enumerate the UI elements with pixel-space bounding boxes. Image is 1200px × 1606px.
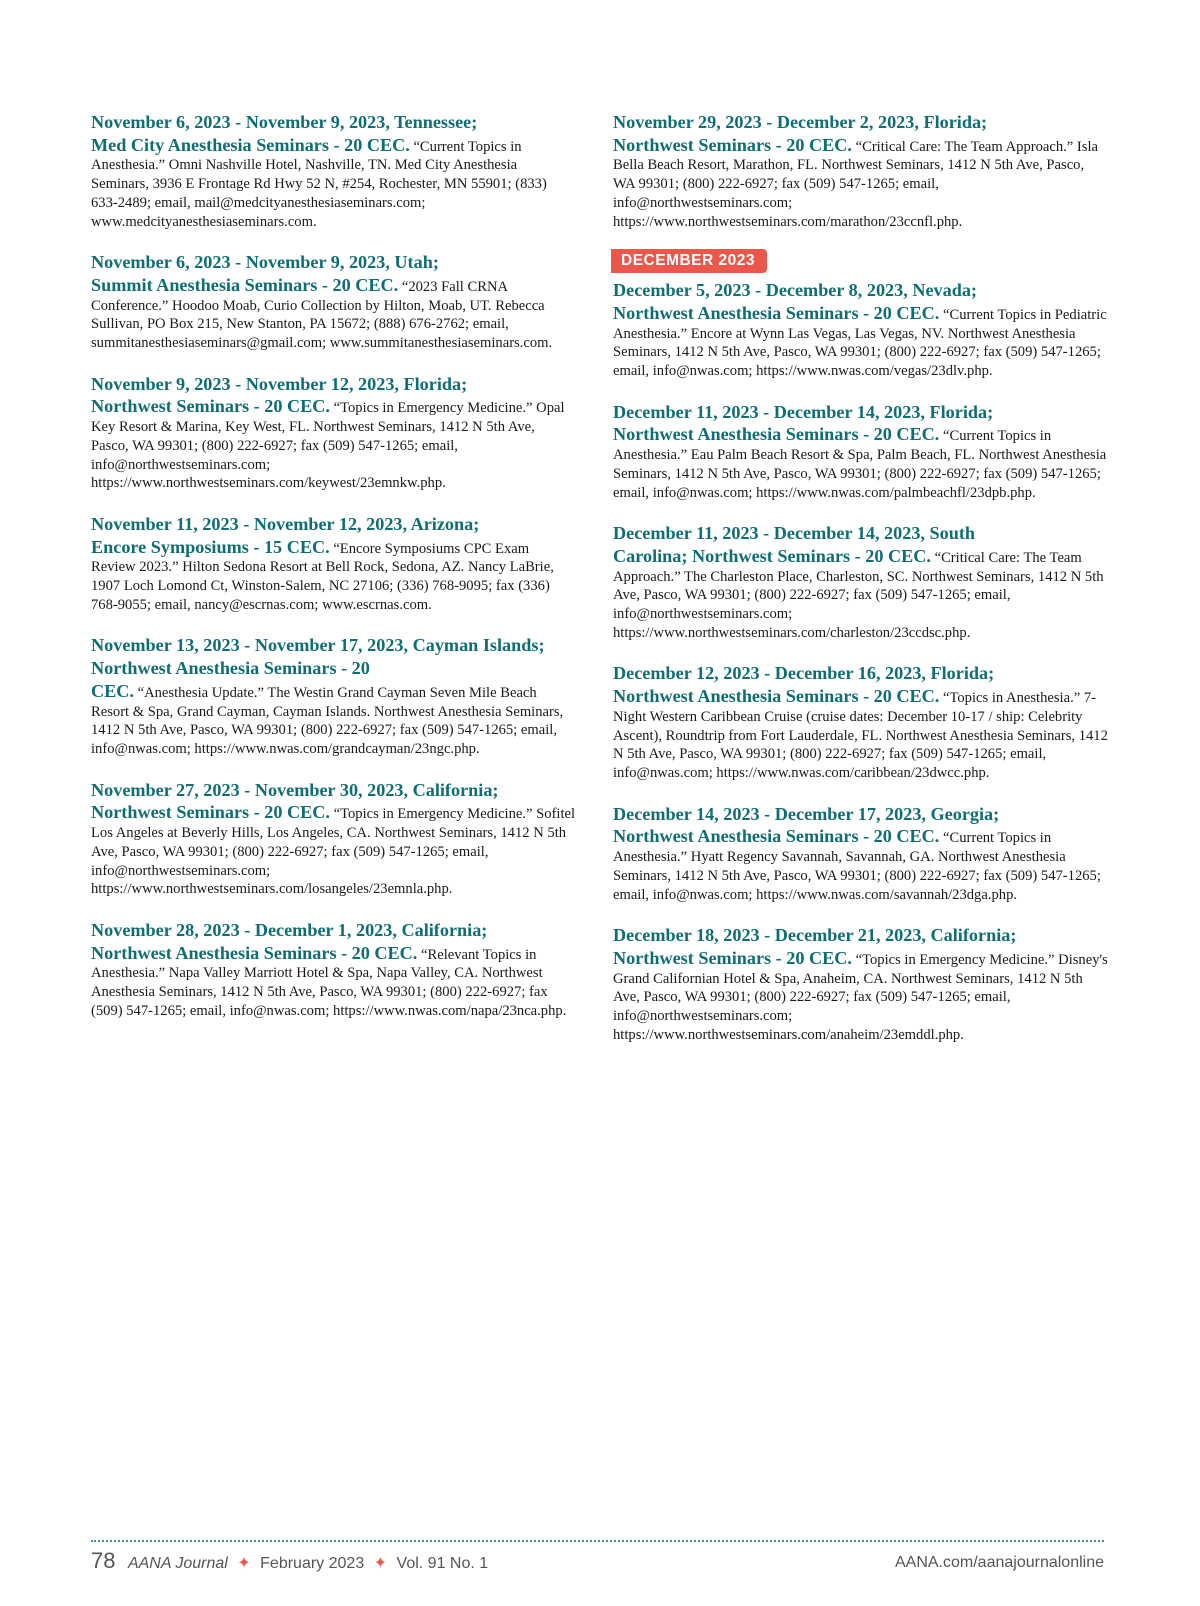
event-listing bbox=[613, 111, 1109, 231]
event-details bbox=[91, 274, 576, 353]
event-date-location: November 28, 2023 - December 1, 2023, California; bbox=[91, 919, 488, 940]
event-description: “Topics in Anesthesia.” 7-Night Western Caribbean Cruise (cruise dates: December 10-17 / ship: Celebrity Ascent), Roundtrip from Fort Lauderdale, FL. Northwest Anesthesia Seminars, 1412 N 5th Ave, Pasco, WA 99301; (800) 222-6927; fax (509) 547-1265; email, info@nwas.com; https://www.nwas.com/caribbean/23dwcc.php. bbox=[613, 690, 1108, 781]
event-date-location: December 14, 2023 - December 17, 2023, Georgia; bbox=[613, 803, 1000, 824]
event-details bbox=[613, 134, 1109, 232]
event-provider-credits: Northwest Anesthesia Seminars - 20 CEC. bbox=[613, 424, 940, 445]
journal-url[interactable]: AANA.com/aanajournalonline bbox=[894, 1554, 1104, 1571]
page-footer bbox=[91, 1540, 1104, 1580]
event-listing bbox=[91, 634, 576, 758]
event-description: “Current Topics in Pediatric Anesthesia.” Encore at Wynn Las Vegas, Las Vegas, NV. Northwest Anesthesia Seminars, 1412 N 5th Ave, Pasco, WA 99301; (800) 222-6927; fax (509) 547-1265; email, info@nwas.com; https://www.nwas.com/vegas/23dlv.php. bbox=[613, 306, 1107, 380]
event-date-location: November 13, 2023 - November 17, 2023, Cayman Islands; Northwest Anesthesia Seminars - 20 bbox=[91, 635, 545, 679]
event-date-location: November 29, 2023 - December 2, 2023, Florida; bbox=[613, 112, 988, 132]
event-listing bbox=[91, 111, 576, 231]
event-listing bbox=[91, 251, 576, 353]
event-provider-credits: Northwest Seminars - 20 CEC. bbox=[91, 396, 330, 417]
event-provider-credits: CEC. bbox=[91, 680, 134, 701]
event-listing bbox=[91, 919, 576, 1021]
event-details bbox=[91, 536, 576, 615]
event-date-location: November 6, 2023 - November 9, 2023, Utah; bbox=[91, 252, 439, 273]
event-description: “Topics in Emergency Medicine.” Disney's Grand Californian Hotel & Spa, Anaheim, CA. Northwest Seminars, 1412 N 5th Ave, Pasco, WA 99301; (800) 222-6927; fax (509) 547-1265; email, info@northwestseminars.com; https://www.northwestseminars.com/anaheim/23emddl.php. bbox=[613, 951, 1108, 1043]
event-provider-credits: Med City Anesthesia Seminars - 20 CEC. bbox=[91, 134, 410, 155]
event-date-location: November 27, 2023 - November 30, 2023, California; bbox=[91, 779, 499, 800]
left-column bbox=[91, 111, 576, 1040]
event-listing bbox=[91, 779, 576, 899]
event-details bbox=[91, 680, 576, 759]
event-date-location: November 11, 2023 - November 12, 2023, Arizona; bbox=[91, 513, 480, 534]
month-badge-december: DECEMBER 2023 bbox=[611, 249, 767, 273]
separator-icon: ✦ bbox=[237, 1555, 251, 1572]
event-provider-credits: Northwest Seminars - 20 CEC. bbox=[613, 134, 852, 155]
event-listing bbox=[613, 803, 1109, 905]
event-provider-credits: Carolina; Northwest Seminars - 20 CEC. bbox=[613, 545, 931, 566]
event-provider-credits: Encore Symposiums - 15 CEC. bbox=[91, 536, 330, 557]
event-details bbox=[613, 685, 1109, 783]
event-listing bbox=[613, 279, 1109, 381]
event-description: “Current Topics in Anesthesia.” Hyatt Regency Savannah, Savannah, GA. Northwest Anesthesia Seminars, 1412 N 5th Ave, Pasco, WA 99301; (800) 222-6927; fax (509) 547-1265; email, info@nwas.com; https://www.nwas.com/savannah/23dga.php. bbox=[613, 830, 1101, 903]
event-details bbox=[613, 545, 1109, 643]
event-listing bbox=[91, 373, 576, 493]
event-details bbox=[91, 942, 576, 1021]
event-details bbox=[613, 947, 1109, 1045]
event-provider-credits: Northwest Anesthesia Seminars - 20 CEC. bbox=[613, 302, 940, 323]
event-listing bbox=[613, 522, 1109, 642]
event-details bbox=[91, 801, 576, 899]
event-description: “Encore Symposiums CPC Exam Review 2023.” Hilton Sedona Resort at Bell Rock, Sedona, AZ. Nancy LaBrie, 1907 Loch Lomond Ct, Winston-Salem, NC 27106; (336) 768-9095; fax (336) 768-9055; email, nancy@escrnas.com; www.escrnas.com. bbox=[91, 540, 554, 613]
event-date-location: November 6, 2023 - November 9, 2023, Tennessee; bbox=[91, 112, 478, 132]
event-details bbox=[613, 302, 1109, 381]
event-details bbox=[613, 825, 1109, 904]
event-provider-credits: Summit Anesthesia Seminars - 20 CEC. bbox=[91, 274, 399, 295]
page-number: 78 bbox=[91, 1548, 116, 1573]
event-description: “Topics in Emergency Medicine.” Opal Key Resort & Marina, Key West, FL. Northwest Seminars, 1412 N 5th Ave, Pasco, WA 99301; (800) 222-6927; fax (509) 547-1265; email, info@northwestseminars.com; https://www.northwestseminars.com/keywest/23emnkw.php. bbox=[91, 400, 565, 492]
journal-name: AANA Journal bbox=[127, 1555, 228, 1572]
event-description: “Topics in Emergency Medicine.” Sofitel Los Angeles at Beverly Hills, Los Angeles, CA. Northwest Seminars, 1412 N 5th Ave, Pasco, WA 99301; (800) 222-6927; fax (509) 547-1265; email, info@northwestseminars.com; https://www.northwestseminars.com/losangeles/23emnla.php. bbox=[91, 806, 576, 898]
event-details bbox=[91, 134, 576, 232]
event-listing bbox=[613, 662, 1109, 782]
event-provider-credits: Northwest Seminars - 20 CEC. bbox=[613, 947, 852, 968]
event-details bbox=[91, 395, 576, 493]
event-description: “Critical Care: The Team Approach.” The Charleston Place, Charleston, SC. Northwest Seminars, 1412 N 5th Ave, Pasco, WA 99301; (800) 222-6927; fax (509) 547-1265; email, info@northwestseminars.com; https://www.northwestseminars.com/charleston/23ccdsc.php. bbox=[613, 549, 1104, 641]
event-description: “Relevant Topics in Anesthesia.” Napa Valley Marriott Hotel & Spa, Napa Valley, CA. Northwest Anesthesia Seminars, 1412 N 5th Ave, Pasco, WA 99301; (800) 222-6927; fax (509) 547-1265; email, info@nwas.com; https://www.nwas.com/napa/23nca.php. bbox=[91, 946, 567, 1019]
event-listing bbox=[613, 924, 1109, 1044]
event-description: “Current Topics in Anesthesia.” Eau Palm Beach Resort & Spa, Palm Beach, FL. Northwest Anesthesia Seminars, 1412 N 5th Ave, Pasco, WA 99301; (800) 222-6927; fax (509) 547-1265; email, info@nwas.com; https://www.nwas.com/palmbeachfl/23dpb.php. bbox=[613, 428, 1107, 501]
event-description: “2023 Fall CRNA Conference.” Hoodoo Moab, Curio Collection by Hilton, Moab, UT. Rebecca Sullivan, PO Box 215, New Stanton, PA 15672; (888) 676-2762; email, summitanesthesiaseminars@gmail.com; www.summitanesthesiaseminars.com. bbox=[91, 278, 553, 352]
event-description: “Critical Care: The Team Approach.” Isla Bella Beach Resort, Marathon, FL. Northwest Seminars, 1412 N 5th Ave, Pasco, WA 99301; (800) 222-6927; fax (509) 547-1265; email, info@northwestseminars.com; https://www.northwestseminars.com/marathon/23ccnfl.php. bbox=[613, 138, 1098, 230]
event-provider-credits: Northwest Anesthesia Seminars - 20 CEC. bbox=[91, 942, 418, 963]
separator-icon: ✦ bbox=[373, 1555, 388, 1572]
event-description: “Current Topics in Anesthesia.” Omni Nashville Hotel, Nashville, TN. Med City Anesthesia Seminars, 3936 E Frontage Rd Hwy 52 N, #254, Rochester, MN 55901; (833) 633-2489; email, mail@medcityanesthesiaseminars.com; www.medcityanesthesiaseminars.com. bbox=[91, 138, 547, 230]
issue-date: February 2023 bbox=[260, 1555, 365, 1572]
event-provider-credits: Northwest Anesthesia Seminars - 20 CEC. bbox=[613, 826, 940, 847]
event-listing bbox=[91, 513, 576, 615]
event-date-location: December 11, 2023 - December 14, 2023, South bbox=[613, 523, 976, 544]
event-date-location: December 12, 2023 - December 16, 2023, Florida; bbox=[613, 663, 995, 684]
event-provider-credits: Northwest Anesthesia Seminars - 20 CEC. bbox=[613, 686, 940, 707]
volume-number: Vol. 91 No. 1 bbox=[396, 1555, 489, 1572]
event-details bbox=[613, 423, 1109, 502]
event-description: “Anesthesia Update.” The Westin Grand Cayman Seven Mile Beach Resort & Spa, Grand Cayman, Cayman Islands. Northwest Anesthesia Seminars, 1412 N 5th Ave, Pasco, WA 99301; (800) 222-6927; fax (509) 547-1265; email, info@nwas.com; https://www.nwas.com/grandcayman/23ngc.php. bbox=[91, 684, 564, 757]
event-date-location: December 18, 2023 - December 21, 2023, California; bbox=[613, 925, 1017, 946]
event-listing bbox=[613, 401, 1109, 503]
event-date-location: December 11, 2023 - December 14, 2023, Florida; bbox=[613, 401, 994, 422]
right-column bbox=[613, 111, 1109, 1064]
event-provider-credits: Northwest Seminars - 20 CEC. bbox=[91, 802, 330, 823]
event-date-location: December 5, 2023 - December 8, 2023, Nevada; bbox=[613, 280, 977, 301]
event-date-location: November 9, 2023 - November 12, 2023, Florida; bbox=[91, 373, 468, 394]
footer-citation bbox=[91, 1548, 488, 1574]
